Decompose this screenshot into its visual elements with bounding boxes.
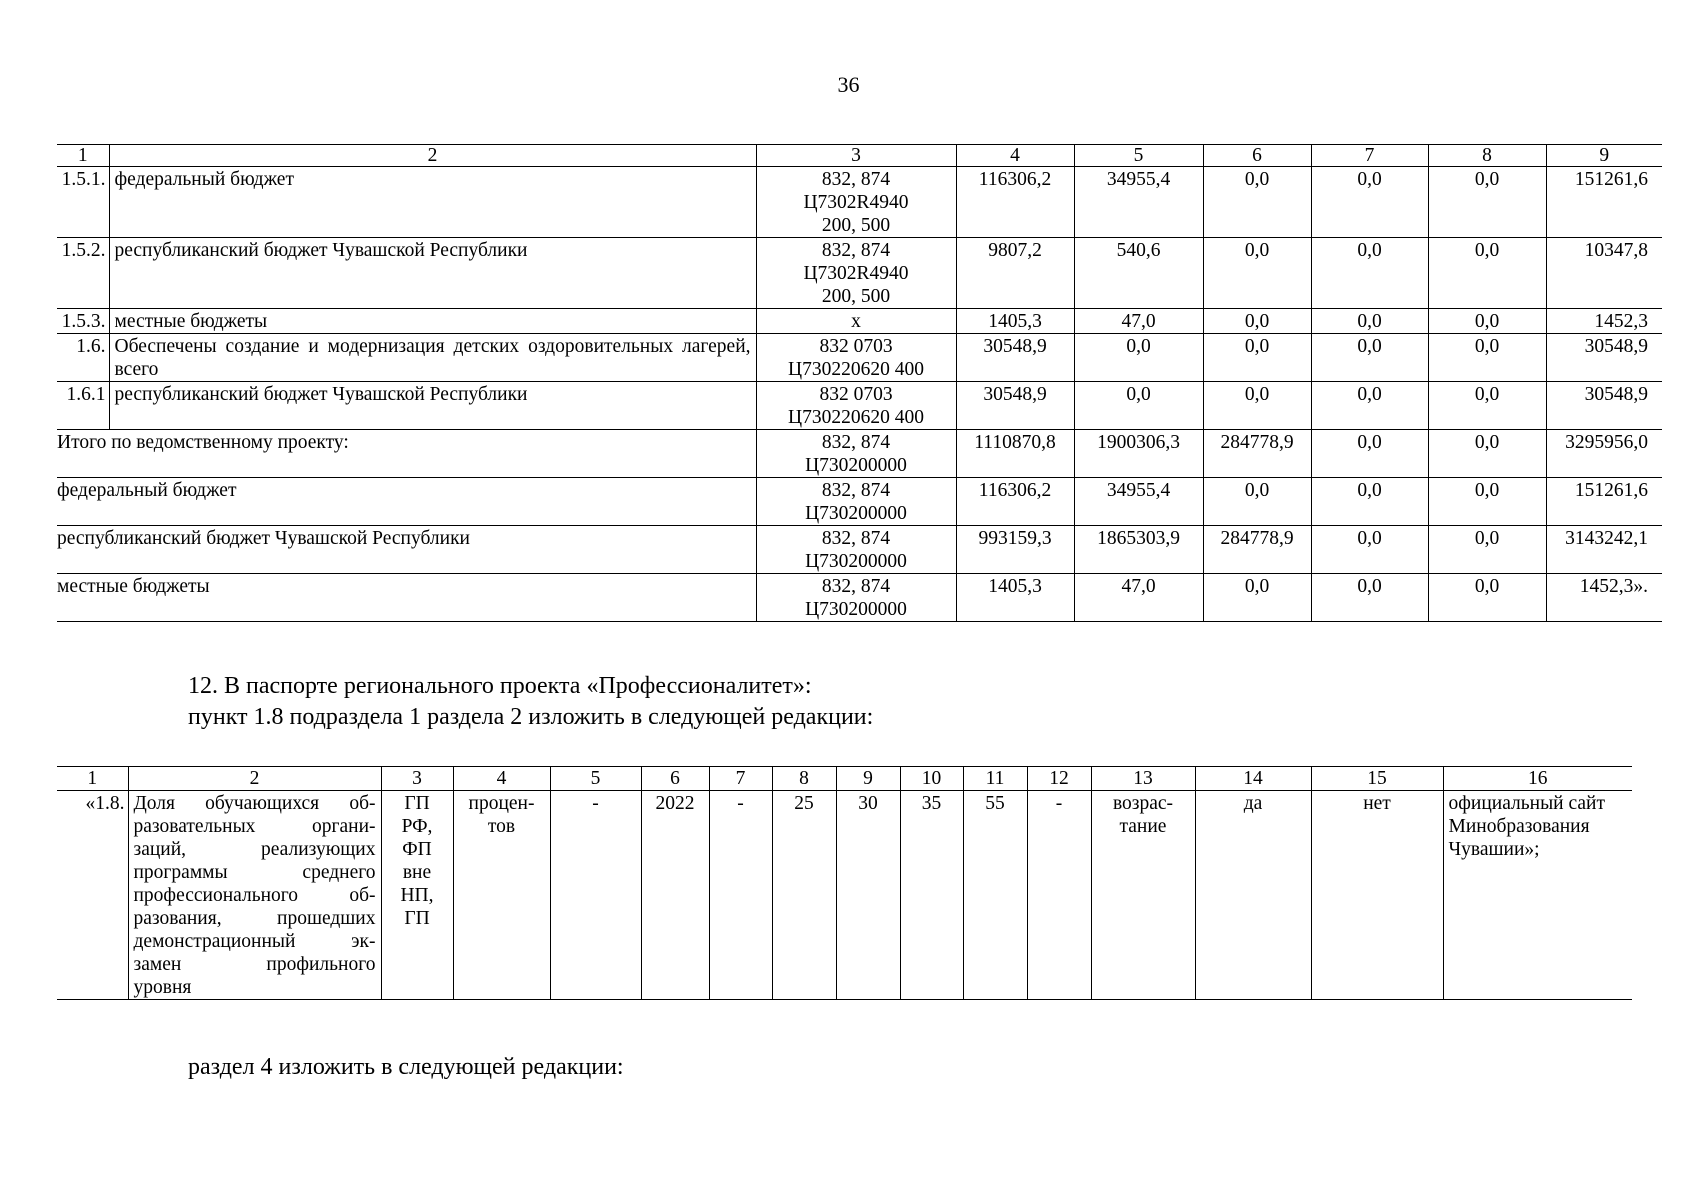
row-number: 1.6.: [57, 334, 109, 382]
table-header-row: [57, 767, 1632, 791]
value-cell: 0,0: [1203, 382, 1311, 430]
value-cell: 0,0: [1203, 574, 1311, 622]
header-cell-5: 5: [550, 767, 641, 791]
unit: процен- тов: [453, 791, 550, 1000]
value-cell: 1452,3: [1546, 309, 1662, 334]
total-row: [57, 430, 1662, 478]
value-cell: 0,0: [1428, 334, 1546, 382]
row-number: «1.8.: [57, 791, 128, 1000]
value-cell: 0,0: [1074, 334, 1203, 382]
indicator-table: [57, 766, 1632, 1000]
header-cell-9: 9: [836, 767, 900, 791]
value-cell: 10347,8: [1546, 238, 1662, 309]
value-cell: 116306,2: [956, 478, 1074, 526]
project-type: ГП РФ, ФП вне НП, ГП: [381, 791, 453, 1000]
value-cell: 0,0: [1311, 430, 1428, 478]
header-cell-8: 8: [1428, 145, 1546, 167]
table-row: [57, 167, 1662, 238]
indicator-name: Доля обучающихся об- разовательных органи- заций, реализующих программы среднего профессионального об- разования, прошедших демонстрационный эк- замен профильного уровня: [128, 791, 381, 1000]
table-row: [57, 238, 1662, 309]
table-row: [57, 791, 1632, 1000]
value-cell: 30: [836, 791, 900, 1000]
row-name: Обеспечены создание и модернизация детских оздоровительных лагерей, всего: [109, 334, 756, 382]
value-cell: 151261,6: [1546, 478, 1662, 526]
row-name: республиканский бюджет Чувашской Республики: [109, 382, 756, 430]
value-cell: 993159,3: [956, 526, 1074, 574]
header-cell-6: 6: [641, 767, 709, 791]
value-cell: 1405,3: [956, 574, 1074, 622]
budget-table: [57, 144, 1662, 622]
row-number: 1.5.1.: [57, 167, 109, 238]
value-cell: 0,0: [1311, 478, 1428, 526]
value-cell: 30548,9: [956, 334, 1074, 382]
value-cell: 0,0: [1428, 478, 1546, 526]
value-cell: 151261,6: [1546, 167, 1662, 238]
value-cell: 25: [772, 791, 836, 1000]
header-cell-5: 5: [1074, 145, 1203, 167]
header-cell-1: 1: [57, 145, 109, 167]
row-name: республиканский бюджет Чувашской Республики: [109, 238, 756, 309]
value-cell: 0,0: [1428, 430, 1546, 478]
total-name: местные бюджеты: [57, 574, 756, 622]
budget-code: 832, 874 Ц730200000: [756, 478, 956, 526]
header-cell-10: 10: [900, 767, 963, 791]
value-cell: 0,0: [1311, 574, 1428, 622]
total-name: республиканский бюджет Чувашской Республики: [57, 526, 756, 574]
trend: возрас- тание: [1091, 791, 1195, 1000]
value-cell: 0,0: [1428, 167, 1546, 238]
value-cell: 1110870,8: [956, 430, 1074, 478]
header-cell-3: 3: [381, 767, 453, 791]
flag-yes: да: [1195, 791, 1311, 1000]
header-cell-4: 4: [956, 145, 1074, 167]
value-cell: 34955,4: [1074, 478, 1203, 526]
total-name: федеральный бюджет: [57, 478, 756, 526]
header-cell-4: 4: [453, 767, 550, 791]
header-cell-11: 11: [963, 767, 1027, 791]
table-header-row: [57, 145, 1662, 167]
header-cell-16: 16: [1443, 767, 1632, 791]
page-number: 36: [837, 72, 860, 97]
value-cell: 0,0: [1311, 382, 1428, 430]
value-cell: 0,0: [1428, 526, 1546, 574]
value-cell: 0,0: [1074, 382, 1203, 430]
budget-code: 832, 874 Ц730200000: [756, 574, 956, 622]
value-cell: 1405,3: [956, 309, 1074, 334]
value-cell: 47,0: [1074, 574, 1203, 622]
value-cell: 0,0: [1203, 478, 1311, 526]
value-cell: 3295956,0: [1546, 430, 1662, 478]
paragraph-item-1-8: пункт 1.8 подраздела 1 раздела 2 изложить в следующей редакции:: [188, 704, 874, 730]
value-cell: 284778,9: [1203, 526, 1311, 574]
header-cell-9: 9: [1546, 145, 1662, 167]
header-cell-2: 2: [109, 145, 756, 167]
value-cell: 1452,3».: [1546, 574, 1662, 622]
value-cell: 0,0: [1428, 574, 1546, 622]
header-cell-3: 3: [756, 145, 956, 167]
value-cell: -: [550, 791, 641, 1000]
value-cell: 30548,9: [1546, 382, 1662, 430]
value-cell: 0,0: [1311, 167, 1428, 238]
info-source: официальный сайт Минобразования Чувашии»;: [1443, 791, 1632, 1000]
value-cell: 35: [900, 791, 963, 1000]
value-cell: 0,0: [1311, 238, 1428, 309]
header-cell-7: 7: [709, 767, 772, 791]
value-cell: -: [709, 791, 772, 1000]
header-cell-7: 7: [1311, 145, 1428, 167]
total-row: [57, 478, 1662, 526]
value-cell: 30548,9: [1546, 334, 1662, 382]
header-cell-2: 2: [128, 767, 381, 791]
budget-code: 832, 874 Ц730200000: [756, 526, 956, 574]
value-cell: 540,6: [1074, 238, 1203, 309]
value-cell: 47,0: [1074, 309, 1203, 334]
value-cell: 9807,2: [956, 238, 1074, 309]
value-cell: 3143242,1: [1546, 526, 1662, 574]
value-cell: 0,0: [1203, 334, 1311, 382]
total-name: Итого по ведомственному проекту:: [57, 430, 756, 478]
value-cell: -: [1027, 791, 1091, 1000]
value-cell: 0,0: [1428, 238, 1546, 309]
total-row: [57, 574, 1662, 622]
budget-code: 832, 874 Ц7302R4940 200, 500: [756, 238, 956, 309]
value-cell: 1900306,3: [1074, 430, 1203, 478]
value-cell: 30548,9: [956, 382, 1074, 430]
total-row: [57, 526, 1662, 574]
value-cell: 0,0: [1203, 238, 1311, 309]
value-cell: 0,0: [1203, 309, 1311, 334]
row-number: 1.5.2.: [57, 238, 109, 309]
table-row: [57, 334, 1662, 382]
value-cell: 284778,9: [1203, 430, 1311, 478]
header-cell-15: 15: [1311, 767, 1443, 791]
header-cell-8: 8: [772, 767, 836, 791]
value-cell: 0,0: [1311, 334, 1428, 382]
value-cell: 34955,4: [1074, 167, 1203, 238]
header-cell-12: 12: [1027, 767, 1091, 791]
value-cell: 116306,2: [956, 167, 1074, 238]
budget-code: 832, 874 Ц7302R4940 200, 500: [756, 167, 956, 238]
value-cell: 0,0: [1203, 167, 1311, 238]
paragraph-section-4: раздел 4 изложить в следующей редакции:: [188, 1054, 624, 1080]
header-cell-14: 14: [1195, 767, 1311, 791]
base-year: 2022: [641, 791, 709, 1000]
budget-code: 832 0703 Ц730220620 400: [756, 334, 956, 382]
value-cell: 1865303,9: [1074, 526, 1203, 574]
table-row: [57, 309, 1662, 334]
value-cell: 0,0: [1311, 309, 1428, 334]
header-cell-1: 1: [57, 767, 128, 791]
row-name: местные бюджеты: [109, 309, 756, 334]
flag-no: нет: [1311, 791, 1443, 1000]
budget-code: 832, 874 Ц730200000: [756, 430, 956, 478]
value-cell: 55: [963, 791, 1027, 1000]
header-cell-6: 6: [1203, 145, 1311, 167]
budget-code: x: [756, 309, 956, 334]
row-number: 1.6.1: [57, 382, 109, 430]
paragraph-item-12: 12. В паспорте регионального проекта «Профессионалитет»:: [188, 673, 812, 699]
row-number: 1.5.3.: [57, 309, 109, 334]
header-cell-13: 13: [1091, 767, 1195, 791]
budget-code: 832 0703 Ц730220620 400: [756, 382, 956, 430]
table-row: [57, 382, 1662, 430]
row-name: федеральный бюджет: [109, 167, 756, 238]
value-cell: 0,0: [1428, 382, 1546, 430]
value-cell: 0,0: [1311, 526, 1428, 574]
value-cell: 0,0: [1428, 309, 1546, 334]
